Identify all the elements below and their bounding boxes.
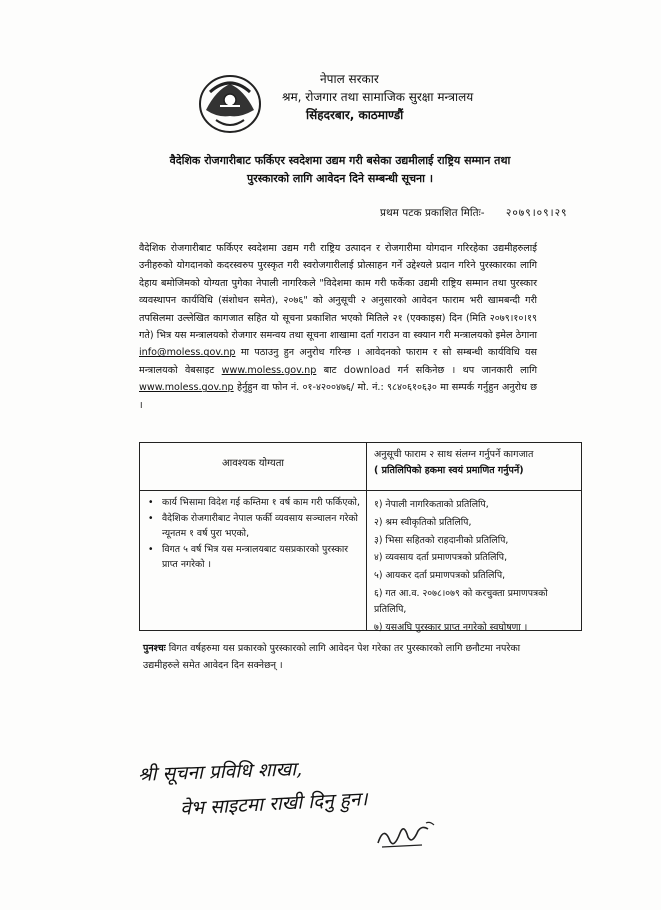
qualification-item: • विगत ५ वर्ष भित्र यस मन्त्रालयबाट यसप्रकारको पुरस्कार प्राप्त नगरेको ।: [148, 542, 360, 573]
ministry-name: श्रम, रोजगार तथा सामाजिक सुरक्षा मन्त्रालय: [282, 90, 474, 104]
body-part-4: हेर्नुहुन वा फोन नं. ०१-४२००४७६/ मो. नं.: ९८४०६१०६३० मा सम्पर्क गर्नुहुन अनुरोध छ ।: [139, 382, 537, 411]
documents-header-line-1: अनुसूची फाराम २ साथ संलग्न गर्नुपर्ने कागजात: [374, 449, 534, 460]
notice-body: [139, 240, 537, 414]
website-link-1: www.moless.gov.np: [221, 364, 317, 376]
issuing-authority: [282, 70, 512, 124]
handwritten-instruction: वेभ साइटमा राखी दिनु हुन।: [179, 788, 369, 820]
postscript-text: विगत वर्षहरुमा यस प्रकारको पुरस्कारको लागि आवेदन पेश गरेका तर पुरस्कारको लागि छनौटमा नपरेका उद्यमीहरुले समेत आवेदन दिन सक्नेछन् ।: [143, 643, 521, 671]
publication-date-label: प्रथम पटक प्रकाशित मितिः-: [380, 207, 485, 219]
handwritten-signature: [370, 815, 440, 855]
postscript-label: पुनश्चः: [143, 643, 166, 654]
document-item: २) श्रम स्वीकृतिको प्रतिलिपि,: [374, 516, 472, 528]
documents-header: [374, 447, 574, 479]
publication-date: [380, 206, 568, 220]
documents-header-line-2: ( प्रतिलिपिको हकमा स्वयं प्रमाणित गर्नुपर्ने): [374, 465, 524, 476]
handwritten-addressee: श्री सूचना प्रविधि शाखा,: [137, 758, 303, 786]
ministry-address: सिंहदरबार, काठमाण्डौं: [306, 108, 404, 122]
website-link-2: www.moless.gov.np: [139, 382, 234, 394]
qualification-item: • कार्य भिसामा विदेश गई कम्तिमा १ वर्ष काम गरी फर्किएको,: [148, 495, 360, 511]
body-part-2: मा पठाउनु हुन अनुरोध गरिन्छ । आवेदनको फाराम र सो सम्बन्धी कार्यविधि यस मन्त्रालयको वेबसाइट: [139, 347, 537, 376]
qualifications-header: आवश्यक योग्यता: [222, 458, 284, 469]
requirements-table: [139, 442, 582, 631]
body-part-1: वैदेशिक रोजगारीबाट फर्किएर स्वदेशमा उद्यम गरी राष्ट्रिय उत्पादन र रोजगारीमा योगदान गरिरहेका उद्यमीहरुलाई उनीहरुको योगदानको कदरस्वरुप पुरस्कृत गरी स्वरोजगारीलाई प्रोत्साहन गर्ने उद्देश्यले प्रदान गरिने पुरस्कारका लागि देहाय बमोजिमको योग्यता पुगेका नेपाली नागरिकले "विदेशमा काम गरी फर्केका उद्यमी राष्ट्रिय सम्मान तथा पुरस्कार व्यवस्थापन कार्यविधि (संशोधन समेत), २०७६" को अनुसूची २ अनुसारको आवेदन फाराम भरी खामबन्दी गरी तपसिलमा उल्लेखित कागजात सहित यो सूचना प्रकाशित भएको मितिले २१ (एक्काइस) दिन (मिति २०७९।१०।१९ गते) भित्र यस मन्त्रालयको रोजगार समन्वय तथा सूचना शाखामा दर्ता गराउन वा स्क्यान गरी मन्त्रालयको इमेल ठेगाना: [139, 243, 537, 342]
document-item: ५) आयकर दर्ता प्रमाणपत्रको प्रतिलिपि,: [374, 570, 506, 582]
postscript-note: [143, 640, 553, 674]
table-header-divider: [140, 490, 581, 491]
notice-subject: [150, 152, 530, 188]
email-address: info@moless.gov.np: [139, 347, 236, 359]
document-item: १) नेपाली नागरिकताको प्रतिलिपि,: [374, 499, 489, 510]
nepal-government-emblem: [196, 70, 264, 136]
publication-date-value: २०७९।०९।२९: [505, 207, 568, 219]
body-part-3: बाट download गर्न सकिनेछ । थप जानकारी लागि: [316, 364, 538, 376]
document-item: ६) गत आ.व. २०७८।०७९ को करचुक्ता प्रमाणपत्रको प्रतिलिपि,: [374, 587, 548, 615]
government-name: नेपाल सरकार: [320, 72, 379, 86]
document-item: ४) व्यवसाय दर्ता प्रमाणपत्रको प्रतिलिपि,: [374, 552, 508, 564]
document-item: ३) भिसा सहितको राहदानीको प्रतिलिपि,: [374, 534, 509, 546]
qualifications-list: [148, 495, 360, 573]
subject-line-2: पुरस्कारको लागि आवेदन दिने सम्बन्धी सूचना ।: [246, 172, 434, 185]
subject-line-1: वैदेशिक रोजगारीबाट फर्किएर स्वदेशमा उद्यम गरी बसेका उद्यमीलाई राष्ट्रिय सम्मान तथा: [169, 154, 511, 167]
table-column-divider: [366, 443, 367, 630]
documents-list: [374, 497, 579, 637]
qualification-item: • वैदेशिक रोजगारीबाट नेपाल फर्की व्यवसाय सञ्चालन गरेको न्यूनतम १ वर्ष पुरा भएको,: [148, 511, 360, 542]
document-item: ७) यसअघि पुरस्कार प्राप्त नगरेको स्वघोषणा ।: [374, 621, 528, 633]
